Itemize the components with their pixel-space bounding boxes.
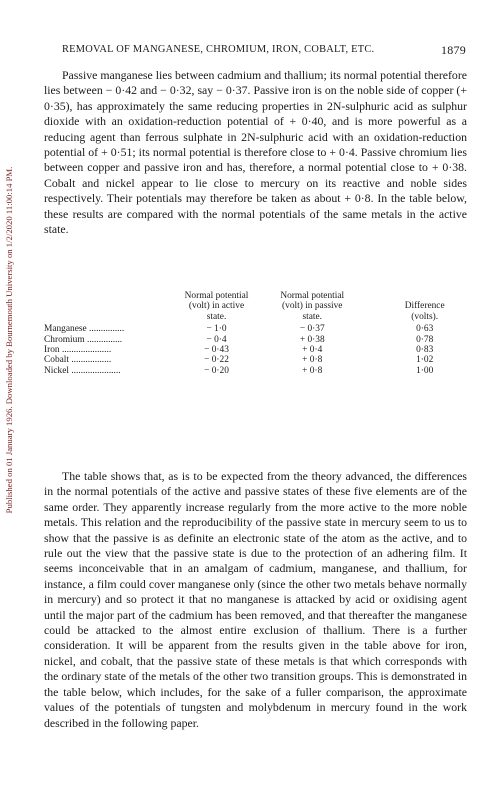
metal-name: Nickel ..................... — [44, 365, 121, 376]
header-difference: Difference (volts). — [404, 301, 445, 322]
metal-name: Chromium ............... — [44, 334, 123, 345]
passive-potential: + 0·4 — [302, 345, 323, 356]
passive-potential: + 0·8 — [302, 365, 323, 376]
paragraph-passive-potentials: Passive manganese lies between cadmium and thallium; its normal potential therefore lies between − 0·42 and − 0·32, say − 0·37. Passive iron is on the noble side of copper (+ 0·35), has approximately the same reducing properties in 2N-sulphuric acid as sulphur dioxide with an oxidation-reduction potential of + 0·40, and is more powerful as a reducing agent than ferrous sulphate in 2N-sulphuric acid with an oxidation-reduction potential of + 0·51; its normal potential is therefore close to + 0·4. Passive chromium lies between copper and passive iron and has, therefore, a normal potential close to + 0·38. Cobalt and nickel appear to lie close to mercury on its reactive and noble sides respectively. Their potentials may therefore be taken as about + 0·8. In the table below, these results are compared with the normal potentials of the same metals in the active state. — [44, 68, 467, 237]
table-row — [44, 324, 467, 334]
table-header-row — [44, 291, 467, 324]
potential-difference: 1·02 — [416, 355, 434, 366]
active-potential: − 0·22 — [204, 355, 229, 366]
header-metal — [44, 291, 169, 324]
potential-difference: 0·63 — [416, 324, 434, 335]
passive-potential: + 0·38 — [299, 334, 325, 345]
metal-name: Cobalt ................. — [44, 355, 112, 366]
potential-difference: 0·78 — [416, 334, 434, 345]
active-potential: − 1·0 — [206, 324, 227, 335]
potential-difference: 1·00 — [416, 365, 434, 376]
running-title: REMOVAL OF MANGANESE, CHROMIUM, IRON, COBALT, ETC. — [62, 44, 375, 55]
passive-potential: − 0·37 — [299, 324, 325, 335]
passive-potential: + 0·8 — [302, 355, 323, 366]
header-active-state: Normal potential (volt) in active state. — [184, 291, 249, 322]
download-watermark-text: Published on 01 January 1926. Downloaded by Bournemouth University on 1/2/2020 11:00:14 PM. — [4, 166, 14, 514]
active-potential: − 0·43 — [204, 345, 229, 356]
page-number: 1879 — [441, 43, 466, 57]
potentials-table — [44, 291, 467, 376]
metal-name: Iron ..................... — [44, 345, 112, 356]
download-watermark — [2, 60, 16, 620]
paragraph-table-discussion: The table shows that, as is to be expected from the theory advanced, the differences in the normal potentials of the active and passive states of these five elements are of the same order. They apparently increase regularly from the more active to the more noble metals. This relation and the reproducibility of the passive state in mercury seem to us to show that the passive is as definite an electronic state of the atom as the active, and to rule out the view that the passive state is due to the protection of an adhering film. It seems inconceivable that in an amalgam of cadmium, manganese, and thallium, for instance, a film could cover manganese only (since the other two metals behave normally in mercury) and so protect it that no manganese is attacked by acid or oxidising agent until the major part of the cadmium has been removed, and that thereafter the manganese could be attacked to the almost entire exclusion of thallium. There is a further consideration. It will be apparent from the results given in the table above for iron, nickel, and cobalt, that the passive state of these metals is that which corresponds with the ordinary state of the metals of the other two transition groups. This is demonstrated in the table below, which includes, for the sake of a fuller comparison, the approximate values of the potentials of tungsten and molybdenum in mercury found in the work described in the following paper. — [44, 469, 467, 730]
table-row — [44, 335, 467, 345]
header-passive-state: Normal potential (volt) in passive state. — [280, 291, 345, 322]
potential-difference: 0·83 — [416, 345, 434, 356]
table-row — [44, 345, 467, 355]
metal-name: Manganese ............... — [44, 324, 125, 335]
active-potential: − 0·20 — [204, 365, 229, 376]
table-row — [44, 366, 467, 376]
table-row — [44, 355, 467, 365]
active-potential: − 0·4 — [206, 334, 227, 345]
